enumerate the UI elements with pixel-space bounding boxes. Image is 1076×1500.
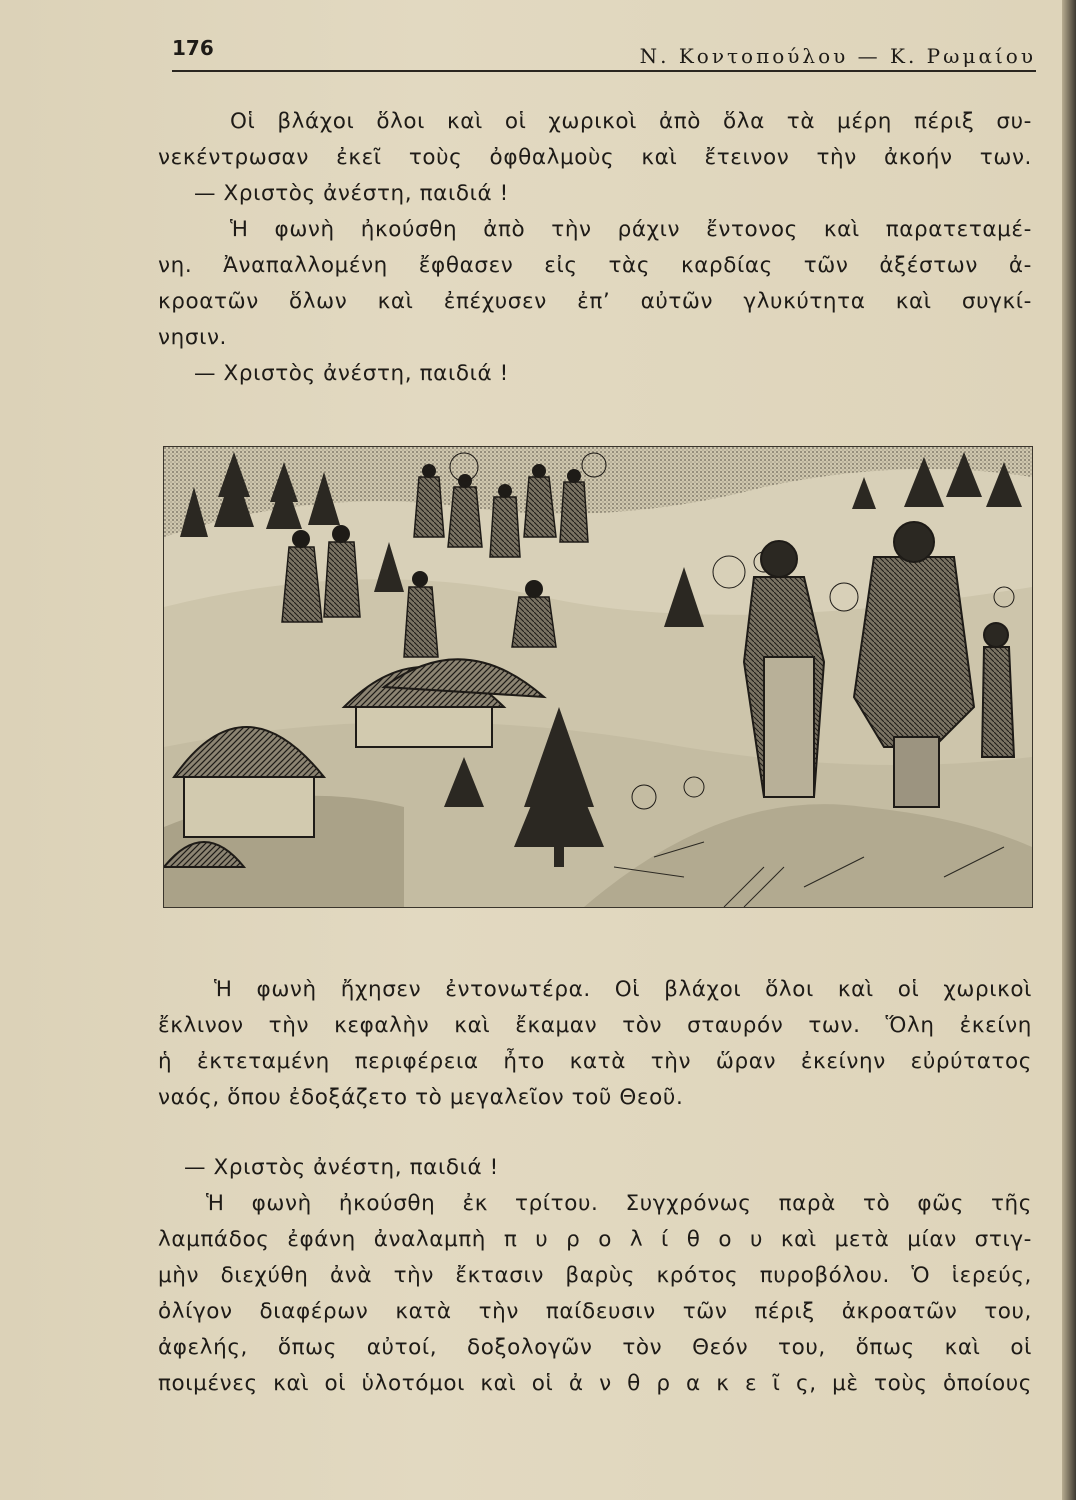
text-line: ἡ ἐκτεταμένη περιφέρεια ἦτο κατὰ τὴν ὥραν ἐκείνην εὐρύτατος [158, 1049, 1032, 1074]
dialogue-line: — Χριστὸς ἀνέστη, παιδιά ! [194, 361, 509, 386]
text-line: ἔκλινον τὴν κεφαλὴν καὶ ἔκαμαν τὸν σταυρόν των. Ὅλη ἐκείνη [158, 1013, 1032, 1038]
text-block-top [158, 104, 1032, 392]
text-line: Ἡ φωνὴ ἠκούσθη ἀπὸ τὴν ράχιν ἔντονος καὶ παρατεταμέ- [230, 217, 1032, 242]
page-header [172, 30, 1036, 72]
text-block-middle [158, 972, 1032, 1116]
text-line: ναός, ὅπου ἐδοξάζετο τὸ μεγαλεῖον τοῦ Θεοῦ. [158, 1085, 684, 1110]
running-head: Ν. Κοντοπούλου — Κ. Ρωμαίου [639, 44, 1036, 68]
text-line: νη. Ἀναπαλλομένη ἔφθασεν εἰς τὰς καρδίας τῶν ἀξέστων ἀ- [158, 253, 1032, 278]
text-line: λαμπάδος ἐφάνη ἀναλαμπὴ π υ ρ ο λ ί θ ο υ καὶ μετὰ μίαν στιγ- [158, 1227, 1032, 1252]
dialogue-line: — Χριστὸς ἀνέστη, παιδιά ! [184, 1155, 499, 1180]
page-number: 176 [172, 36, 214, 60]
book-spine [1062, 0, 1076, 1500]
text-line: Ἡ φωνὴ ἤχησεν ἐντονωτέρα. Οἱ βλάχοι ὅλοι καὶ οἱ χωρικοὶ [214, 977, 1032, 1002]
text-line: Ἡ φωνὴ ἠκούσθη ἐκ τρίτου. Συγχρόνως παρὰ τὸ φῶς τῆς [206, 1191, 1032, 1216]
dialogue-line: — Χριστὸς ἀνέστη, παιδιά ! [194, 181, 509, 206]
text-line: κροατῶν ὅλων καὶ ἐπέχυσεν ἐπ’ αὐτῶν γλυκύτητα καὶ συγκί- [158, 289, 1032, 314]
text-block-bottom [158, 1150, 1032, 1402]
text-line: νεκέντρωσαν ἐκεῖ τοὺς ὀφθαλμοὺς καὶ ἔτεινον τὴν ἀκοήν των. [158, 145, 1032, 170]
text-line: Οἱ βλάχοι ὅλοι καὶ οἱ χωρικοὶ ἀπὸ ὅλα τὰ μέρη πέριξ συ- [230, 109, 1032, 134]
text-line: μὴν διεχύθη ἀνὰ τὴν ἔκτασιν βαρὺς κρότος πυροβόλου. Ὁ ἱερεύς, [158, 1263, 1032, 1288]
illustration [163, 446, 1033, 908]
easter-night-engraving [164, 447, 1032, 907]
text-line: ὀλίγον διαφέρων κατὰ τὴν παίδευσιν τῶν πέριξ ἀκροατῶν του, [158, 1299, 1032, 1324]
text-line: ποιμένες καὶ οἱ ὑλοτόμοι καὶ οἱ ἀ ν θ ρ α κ ε ῖ ς, μὲ τοὺς ὁποίους [158, 1371, 1032, 1396]
text-line: νησιν. [158, 325, 227, 350]
text-line: ἀφελής, ὅπως αὐτοί, δοξολογῶν τὸν Θεόν του, ὅπως καὶ οἱ [158, 1335, 1032, 1360]
